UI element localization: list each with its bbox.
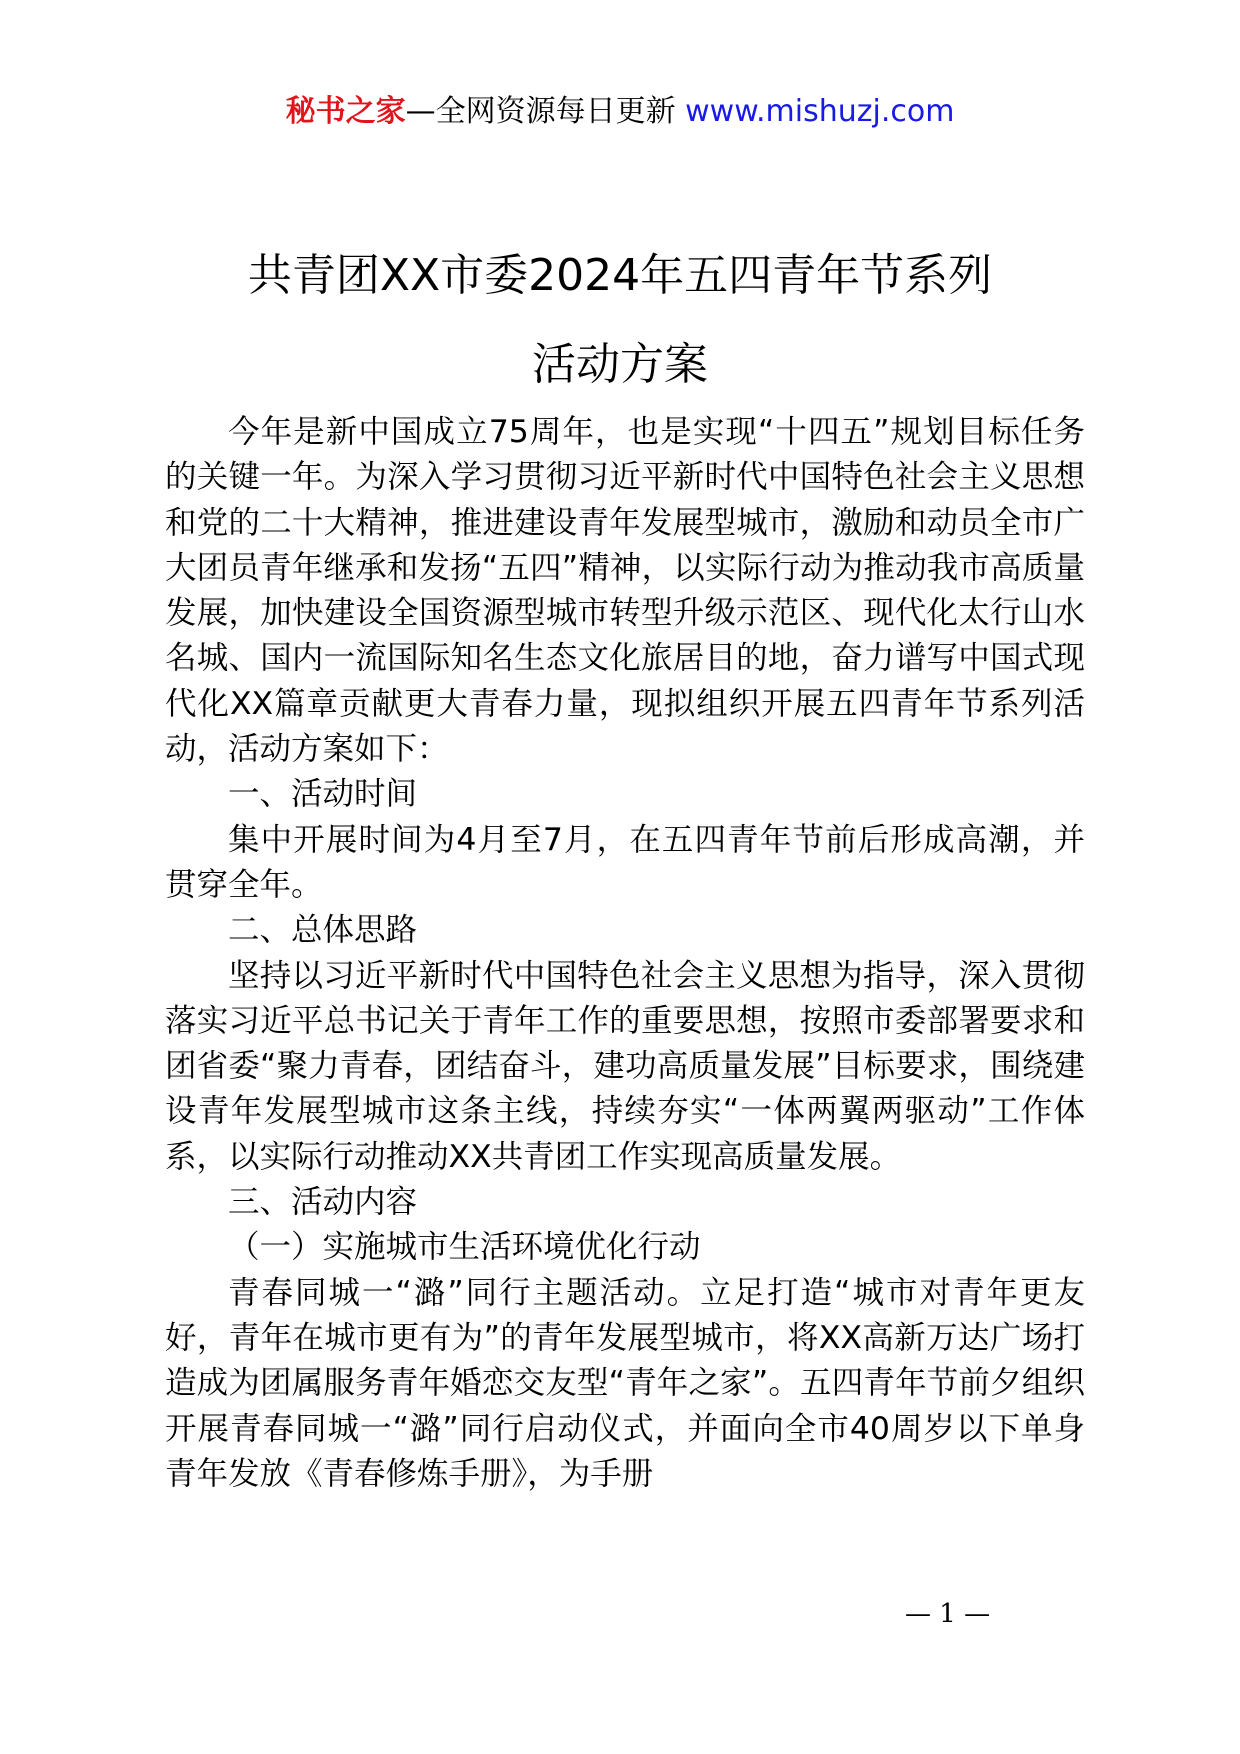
content-paragraph: 青春同城一“潞”同行主题活动。立足打造“城市对青年更友好，青年在城市更有为”的青年发展型城市，将XX高新万达广场打造成为团属服务青年婚恋交友型“青年之家”。五四青年节前夕组织开展青春同城一“潞”同行启动仪式，并面向全市40周岁以下单身青年发放《青春修炼手册》，为手册 <box>165 1274 1085 1492</box>
site-url[interactable]: www.mishuzj.com <box>685 94 955 129</box>
section-heading-time: 一、活动时间 <box>228 776 418 813</box>
document-body <box>165 410 1085 1497</box>
site-brand: 秘书之家 <box>285 94 406 129</box>
subsection-heading-1: （一）实施城市生活环境优化行动 <box>228 1229 701 1266</box>
document-title-line-1: 共青团XX市委2024年五四青年节系列 <box>247 250 993 301</box>
section-heading-approach: 二、总体思路 <box>228 912 418 949</box>
time-paragraph: 集中开展时间为4月至7月，在五四青年节前后形成高潮，并贯穿全年。 <box>165 821 1085 903</box>
document-title-line-2: 活动方案 <box>532 339 708 390</box>
site-header <box>0 92 1240 132</box>
intro-paragraph: 今年是新中国成立75周年，也是实现“十四五”规划目标任务的关键一年。为深入学习贯彻习近平新时代中国特色社会主义思想和党的二十大精神，推进建设青年发展型城市，激励和动员全市广大团员青年继承和发扬“五四”精神，以实际行动为推动我市高质量发展，加快建设全国资源型城市转型升级示范区、现代化太行山水名城、国内一流国际知名生态文化旅居目的地，奋力谱写中国式现代化XX篇章贡献更大青春力量，现拟组织开展五四青年节系列活动，活动方案如下： <box>165 414 1085 768</box>
page-number: — 1 — <box>905 1599 991 1629</box>
approach-paragraph: 坚持以习近平新时代中国特色社会主义思想为指导，深入贯彻落实习近平总书记关于青年工作的重要思想，按照市委部署要求和团省委“聚力青春，团结奋斗，建功高质量发展”目标要求，围绕建设青年发展型城市这条主线，持续夯实“一体两翼两驱动”工作体系，以实际行动推动XX共青团工作实现高质量发展。 <box>165 957 1085 1175</box>
section-heading-content: 三、活动内容 <box>228 1184 418 1221</box>
site-tagline: —全网资源每日更新 <box>405 94 686 129</box>
